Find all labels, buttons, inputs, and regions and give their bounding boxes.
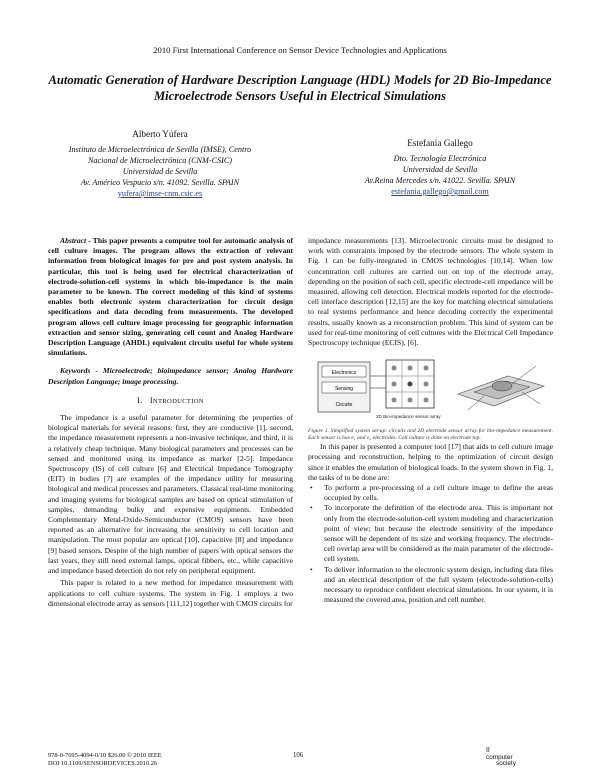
- system-diagram: [308, 354, 553, 426]
- author-email-link[interactable]: estefania.gallego@gmail.com: [391, 187, 489, 196]
- cell-shape: [492, 381, 512, 391]
- paper-title: Automatic Generation of Hardware Description Language (HDL) Models for 2D Bio-Impedance Microelectrode Sensors Useful in Electrical Simulations: [48, 73, 552, 103]
- electrode-dot: [408, 366, 413, 371]
- left-column: [48, 236, 293, 609]
- affiliation-line: Av.Reina Mercedes s/n. 41022. Sevilla. SPAIN: [364, 176, 516, 185]
- section-number: I.: [137, 395, 143, 405]
- block-label-circuits: Circuits: [335, 402, 353, 409]
- footer-isbn: 978-0-7695-4094-0/10 $26.00 © 2010 IEEE: [48, 752, 162, 759]
- author-block-1: [40, 129, 280, 199]
- keywords-text: - Microelectrode; bioimpedance sensor; Analog Hardware Description Language; image processing.: [48, 366, 293, 386]
- leader-line: [522, 392, 540, 404]
- affiliation-line: Universidad de Sevilla: [402, 165, 478, 174]
- footer-copyright: [48, 752, 162, 768]
- conference-header: 2010 First International Conference on Sensor Device Technologies and Applications: [153, 45, 447, 55]
- affiliation-line: Universidad de Sevilla: [122, 167, 198, 176]
- intro-paragraph-1: The impedance is a useful parameter for determining the properties of biological materials for several reasons: first, they are conductive [1], second, the impedance measurement represents a non-invasive technique, and third, it is a relatively cheap technique. Many biological parameters and processes can be sensed and monitored using its impedance as marker [2-5]. Impedance Spectroscopy (IS) of cell culture [6] and Electrical Impedance Tomography (EIT) in bodies [7] are examples of the impedance utility for measuring biological and medical processes and parameters. Classical real-time monitoring and imaging systems for biological samples are based on optical stimulation of samples, demanding bulky and expensive equipments. Embedded Complementary Metal-Oxide-Semiconductor (CMOS) sensors have been reported as an alternative for increasing the sensitivity to cell location and manipulation. The most popular are optical [10], capacitive [8] and impedance [9] based sensors. Despite of the high number of papers with optical sensors the last years, they still need external lamps, optical fibbers, etc., while capacitive and impedance based detection do not rely on peripheral equipment.: [48, 413, 293, 576]
- author-block-2: [320, 138, 560, 197]
- footer-doi: DOI 10.1109/SENSORDEVICES.2010.26: [48, 760, 158, 767]
- electrode-dot: [408, 398, 413, 403]
- logo-bars-icon: I I: [486, 747, 489, 754]
- list-item: • To perform a pre-processing of a cell culture image to define the areas occupied by cells.: [320, 483, 553, 503]
- affiliation-line: Av. Américo Vespucio s/n. 41092. Sevilla. SPAIN: [80, 178, 240, 187]
- list-item: • To deliver information to the electronic system design, including data files and an electrical description of the full system (electrode-solution-cells) necessary to reproduce confident electrical simulations. In our system, it is measured the covered area, position and cell number.: [320, 565, 553, 606]
- figure-1: [308, 354, 553, 426]
- section-title: NTRODUCTION: [152, 397, 204, 405]
- author-name: Estefanía Gallego: [407, 138, 473, 148]
- section-heading: [48, 396, 293, 407]
- electrode-dot: [424, 366, 429, 371]
- author-name: Alberto Yúfera: [132, 129, 188, 139]
- abstract-label: Abstract: [60, 236, 87, 245]
- task-list: [308, 483, 553, 605]
- electrode-dot: [424, 382, 429, 387]
- electrode-dot: [392, 398, 397, 403]
- logo-line-2: society: [496, 760, 516, 767]
- intro-paragraph-2: This paper is related to a new method for impedance measurement with applications to cell culture systems. The system in Fig. 1 employs a two dimensional electrode array as sensors [111,12] together with CMOS circuits for: [48, 578, 293, 608]
- list-item: • To incorporate the definition of the electrode area. This is important not only from the electrode-solution-cell system modeling and characterization point of view; but because the electrode sensitivity of the impedance sensor will be dependent of its size and working frequency. The electrode-cell overlap area will be considered as the main parameter of the electrode-cell system.: [320, 503, 553, 564]
- computer-society-logo: [486, 748, 546, 768]
- electrode-dot: [408, 382, 413, 387]
- figure-caption: Figure 1. Simplified system set-up: circuits and 2D electrode sensor array for bio-impedance measurement. Each sensor is has e₁ and e₂ electrodes. Cell culture is done on electrode top.: [308, 428, 553, 442]
- logo-line-1: computer: [486, 753, 513, 761]
- affiliation-line: Nacional de Microelectrónica (CNM-CSIC): [87, 156, 233, 165]
- right-paragraph-2: In this paper is presented a computer tool [17] that aids to cell culture image processing and reconstruction, helping to the optimization of circuit design since it enables the emulation of biological loads. In the system shown in Fig. 1, the tasks of to be done are:: [308, 442, 553, 482]
- author-email-link[interactable]: yufera@imse-cnm.csic.es: [117, 189, 203, 198]
- right-paragraph-1: impedance measurements [13]. Microelectronic circuits must be designed to work with constraints imposed by the electrode sensors. The whole system in Fig. 1 can be fully-integrated in CMOS technologies [10,14]. When low concentration cell cultures are carried out on top of the electrode array, depending on the position of each cell, specific electrode-cell impedance will be measured, allowing cell detection. Electrical models reported for the electrode-cell interface description [12,15] are the key for matching electrical simulations to real systems performance and hence decoding correctly the experimental results, usually known as a reconstruction problem. This kind of system can be used for real-time monitoring of cell cultures with the Electrical Cell Impedance Spectroscopy technique (ECIS), [6].: [308, 236, 553, 348]
- block-label-sensing: Sensing: [334, 386, 354, 393]
- keywords-label: Keywords: [60, 366, 91, 376]
- electrode-dot: [392, 366, 397, 371]
- section-cap: I: [149, 395, 153, 405]
- right-column: [308, 236, 553, 605]
- electrode-dot: [392, 382, 397, 387]
- affiliation-line: Dto. Tecnología Electrónica: [393, 154, 487, 163]
- page-number: 106: [293, 752, 304, 759]
- array-label: 2D Bio-impedance sensor array: [376, 414, 441, 420]
- keywords: [48, 366, 293, 386]
- affiliation-line: Instituto de Microelectrónica de Sevilla (IMSE), Centro: [68, 145, 252, 154]
- abstract: [48, 236, 293, 358]
- abstract-text: - This paper presents a computer tool for automatic analysis of cell culture images. The program allows the extraction of relevant information from biological images for pre and post system analysis. In particular, this tool is being used for electrical characterization of electrode-solution-cell systems in which bio-impedance is the main parameter to be known. The correct modeling of this kind of systems enables both electronic system characterization for circuit design specifications and data decoding from measurements. The developed program allows cell culture image processing for geographic information extraction and sensor sizing, generating cell count and Analog Hardware Description Language (AHDL) equivalent circuits useful for whole system simulations.: [48, 236, 293, 358]
- electrode-dot: [424, 398, 429, 403]
- block-label-electronics: Electronics: [331, 370, 357, 377]
